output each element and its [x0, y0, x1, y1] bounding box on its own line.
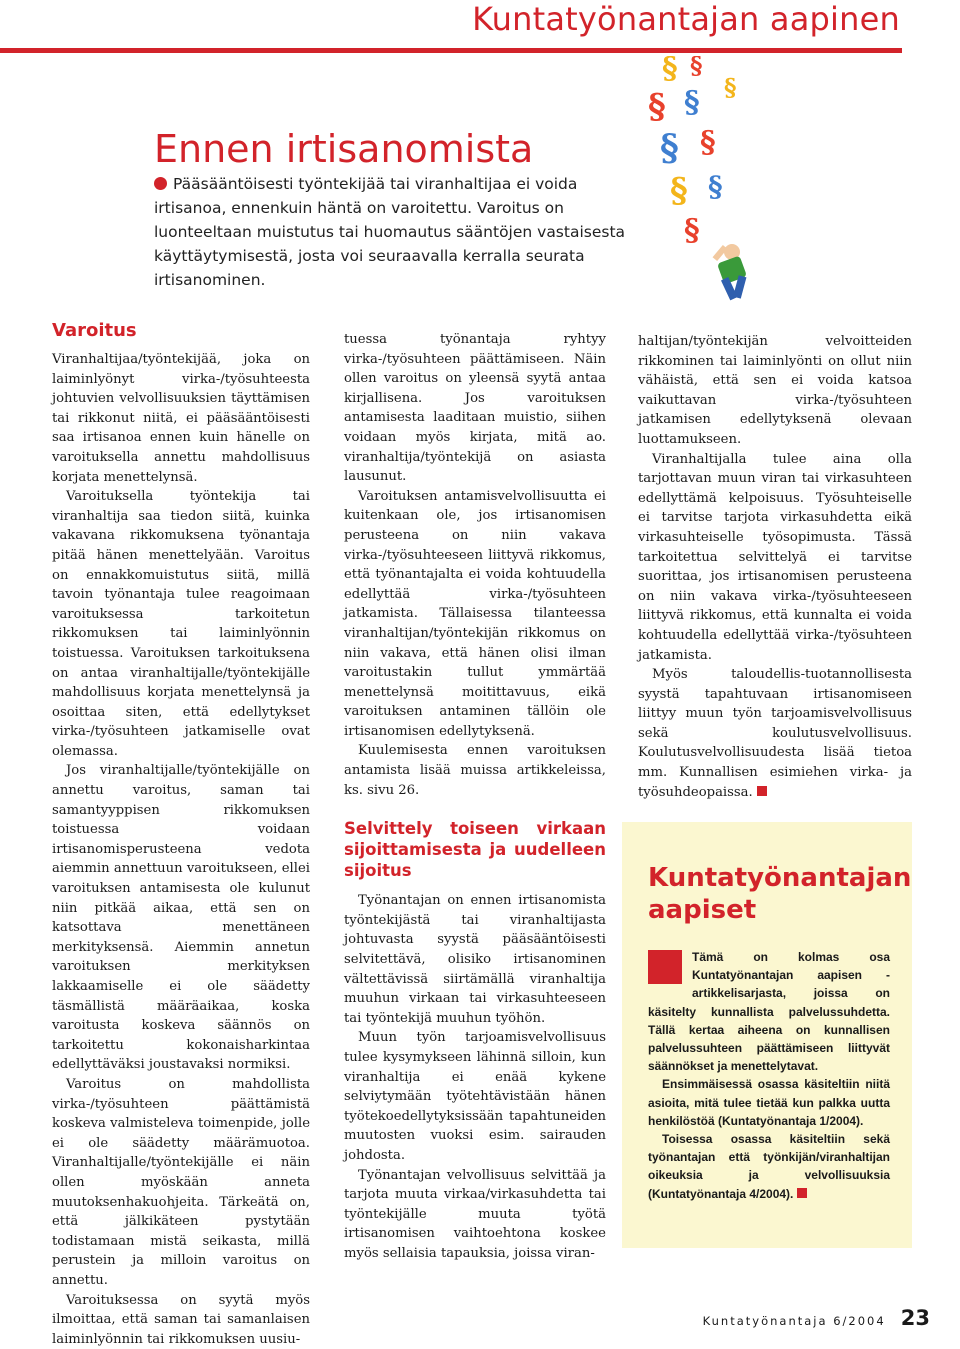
- section-heading-varoitus: Varoitus: [52, 320, 310, 342]
- page-footer: [703, 1306, 930, 1330]
- paragraph-sign-icon: §: [724, 73, 737, 102]
- paragraph-text: Myös taloudellis-tuotannollisesta syystä tapahtuvaan irtisanomiseen liittyy muun työn tarjoamisvelvollisuus sekä koulutusvelvollisuus. Koulutusvelvollisuudesta lisää tietoa mm. Kunnallisen esimiehen virka- ja työsuhdeopaissa.: [638, 667, 912, 800]
- paragraph-chain-illustration: [640, 56, 780, 306]
- sidebar-paragraph: Ensimmäisessä osassa käsiteltiin niitä asioita, mitä tulee tietää kun palkka uutta henkilöstöä (Kuntatyönantaja 1/2004).: [648, 1075, 890, 1130]
- section-heading-selvittely: Selvittely toiseen virkaan sijoittamisesta ja uudelleen sijoitus: [344, 818, 606, 881]
- paragraph-sign-icon: §: [662, 56, 678, 86]
- paragraph: Työnantajan velvollisuus selvittää ja tarjota muuta virkaa/virkasuhdetta tai työntekijälle muuta työtä irtisanomisen vaihtoehtona koskee myös sellaisia tapauksia, joissa viran-: [344, 1166, 606, 1264]
- paragraph: Varoituksen antamisvelvollisuutta ei kuitenkaan ole, jos irtisanomisen perusteena on niin vakava virka-/työsuhteeseen liittyvä rikkomus, että työnantajalta ei voida kohtuudella edellyttää virka-/työsuhteen jatkamista. Tällaisessa tilanteessa viranhaltijan/työntekijän rikkomus on niin vakava, että hänen olisi ilman varoitustakin tullut ymmärtää menettelynsä moitittavuus, eikä varoituksen antaminen tällöin ole irtisanomisen edellytyksenä.: [344, 487, 606, 742]
- paragraph: Muun työn tarjoamisvelvollisuus tulee kysymykseen lähinnä silloin, kun viranhaltija ei enää kykene selviytymään työtehtävistään hänen työtekoedellytyksissään tapahtuneiden muutosten vuoksi esim. sairauden johdosta.: [344, 1028, 606, 1165]
- lead-text: Pääsääntöisesti työntekijää tai viranhaltijaa ei voida irtisanoa, ennenkuin häntä on varoitettu. Varoitus on luonteeltaan muistutus tai huomautus sääntöjen vastaisesta käyttäytymisestä, josta voi seuraavalla kerralla seurata irtisanominen.: [154, 175, 625, 289]
- red-square-end-icon: [797, 1188, 807, 1198]
- paragraph-sign-icon: §: [708, 170, 723, 203]
- paragraph-sign-icon: §: [700, 125, 716, 160]
- climbing-figure: [713, 244, 747, 300]
- text-column-3: [638, 332, 912, 802]
- text-column-1: [52, 320, 310, 1349]
- paragraph: tuessa työnantaja ryhtyy virka-/työsuhteen päättämiseen. Näin ollen varoitus on yleensä syytä antaa kirjallisena. Jos varoituksen antamisesta laaditaan muistio, siihen voidaan myös kirjata, mitä ao. viranhaltija/työntekijä on asiasta lausunut.: [344, 330, 606, 487]
- paragraph-sign-icon: §: [684, 213, 700, 248]
- paragraph: Jos viranhaltijalle/työntekijälle on annettu varoitus, saman tai samantyyppisen rikkomuksen toistuessa voidaan irtisanomisperusteena vedota aiemmin annettuun varoitukseen, ellei varoituksen antamisesta ole kulunut niin pitkää aikaa, että sen on katsottava menettäneen merkityksensä. Aiemmin annetun varoituksen merkityksen lakkaamiselle ei ole säädetty täsmällistä määräaikaa, koska varoitusta koskeva säännös on tarkoitettu kokonaisharkintaa edellyttäväksi joustavaksi normiksi.: [52, 761, 310, 1075]
- sidebar-paragraph: Tämä on kolmas osa Kuntatyönantajan aapisen -artikkelisarjasta, joissa on käsitelty kunnallista palvelussuhdetta. Tällä kertaa aiheena on kunnallisen palvelussuhteen päättämiseen liittyvät säännökset ja menettelytavat.: [648, 948, 890, 1075]
- paragraph: Varoitus on mahdollista virka-/työsuhteen päättämistä koskeva valmisteleva toimenpide, jolle ei ole säädetty määrämuotoa. Viranhaltijalle/työntekijälle ei näin ollen myöskään anneta muutoksenhakuohjeita. Tärkeätä on, että jälkikäteen pystytään todistamaan mistä seikasta, millä perustein ja milloin varoitus on annettu.: [52, 1075, 310, 1291]
- footer-publication: Kuntatyönantaja 6/2004: [703, 1314, 886, 1328]
- paragraph-sign-icon: §: [670, 171, 688, 211]
- sidebar-info-box: [622, 822, 912, 1248]
- paragraph: Työnantajan on ennen irtisanomista työntekijästä tai viranhaltijasta johtuvasta syystä pääsääntöisesti selvitettävä, olisiko irtisanominen vältettävissä siirtämällä viranhaltija muuhun virkaan tai virkasuhteeseen tai työntekijä muuhun työhön.: [344, 891, 606, 1028]
- page-number: 23: [901, 1306, 930, 1330]
- running-header-title: Kuntatyönantajan aapinen: [472, 0, 900, 38]
- red-square-end-icon: [757, 786, 767, 796]
- paragraph-sign-icon: §: [684, 85, 700, 120]
- sidebar-box-title: Kuntatyönantajan aapiset: [648, 862, 890, 926]
- article-lead: [154, 172, 644, 292]
- article-title: Ennen irtisanomista: [154, 127, 533, 171]
- paragraph: haltijan/työntekijän velvoitteiden rikkominen tai laiminlyönti on ollut niin vähäistä, että sen ei voida katsoa vaikuttavan virka-/työsuhteen jatkamisen edellytyksenä olevaan luottamukseen.: [638, 332, 912, 450]
- paragraph-sign-icon: §: [690, 56, 703, 80]
- paragraph-sign-icon: §: [660, 127, 679, 169]
- paragraph: [638, 665, 912, 802]
- text-column-2: [344, 330, 606, 1264]
- paragraph: Viranhaltijalla tulee aina olla tarjottavan muun viran tai virkasuhteen edellyttämä kelpoisuus. Työsuhteiselle ei tarvitse tarjota virkasuhdetta eikä virkasuhteiselle työsopimusta. Tässä tarkoitettua selvittelyä ei tarvitse suorittaa, jos irtisanomisen perusteena on niin vakava virka-/työsuhteeseen liittyvä rikkomus, että kunnalta ei voida kohtuudella edellyttää virka-/työsuhteen jatkamista.: [638, 450, 912, 666]
- paragraph: Varoituksella työntekija tai viranhaltija saa tiedon siitä, kuinka vakavana rikkomuksena työnantaja pitää hänen menettelyään. Varoitus on ennakkomuistutus siitä, millä tavoin työnantaja tulee reagoimaan varoituksessa tarkoitetun rikkomuksen tai laiminlyönnin toistuessa. Varoituksen tarkoituksena on antaa viranhaltijalle/työntekijälle mahdollisuus korjata menettelynsä ja osoittaa siten, että edellytykset virka-/työsuhteen jatkamiselle ovat olemassa.: [52, 487, 310, 761]
- sidebar-paragraph-text: Toisessa osassa käsiteltiin sekä työnantajan että työnkijän/viranhaltijan oikeuksia ja velvollisuuksia (Kuntatyönantaja 4/2004).: [648, 1132, 890, 1201]
- header-rule: [0, 48, 902, 53]
- red-dot-bullet-icon: [154, 177, 167, 190]
- paragraph-sign-icon: §: [648, 87, 666, 127]
- paragraph: Varoituksessa on syytä myös ilmoittaa, että saman tai samanlaisen laiminlyönnin tai rikkomuksen uusiu-: [52, 1291, 310, 1349]
- paragraph: Viranhaltijaa/työntekijää, joka on laiminlyönyt virka-/työsuhteesta johtuvien velvollisuuksien täyttämisen tai rikkonut niitä, ei pääsääntöisesti saa irtisanoa ennen kuin hänelle on varoituksella annettu mahdollisuus korjata menettelynsä.: [52, 350, 310, 487]
- sidebar-box-body: [648, 948, 890, 1203]
- red-square-icon: [648, 950, 682, 984]
- sidebar-paragraph: [648, 1130, 890, 1203]
- paragraph: Kuulemisesta ennen varoituksen antamista lisää muissa artikkeleissa, ks. sivu 26.: [344, 741, 606, 800]
